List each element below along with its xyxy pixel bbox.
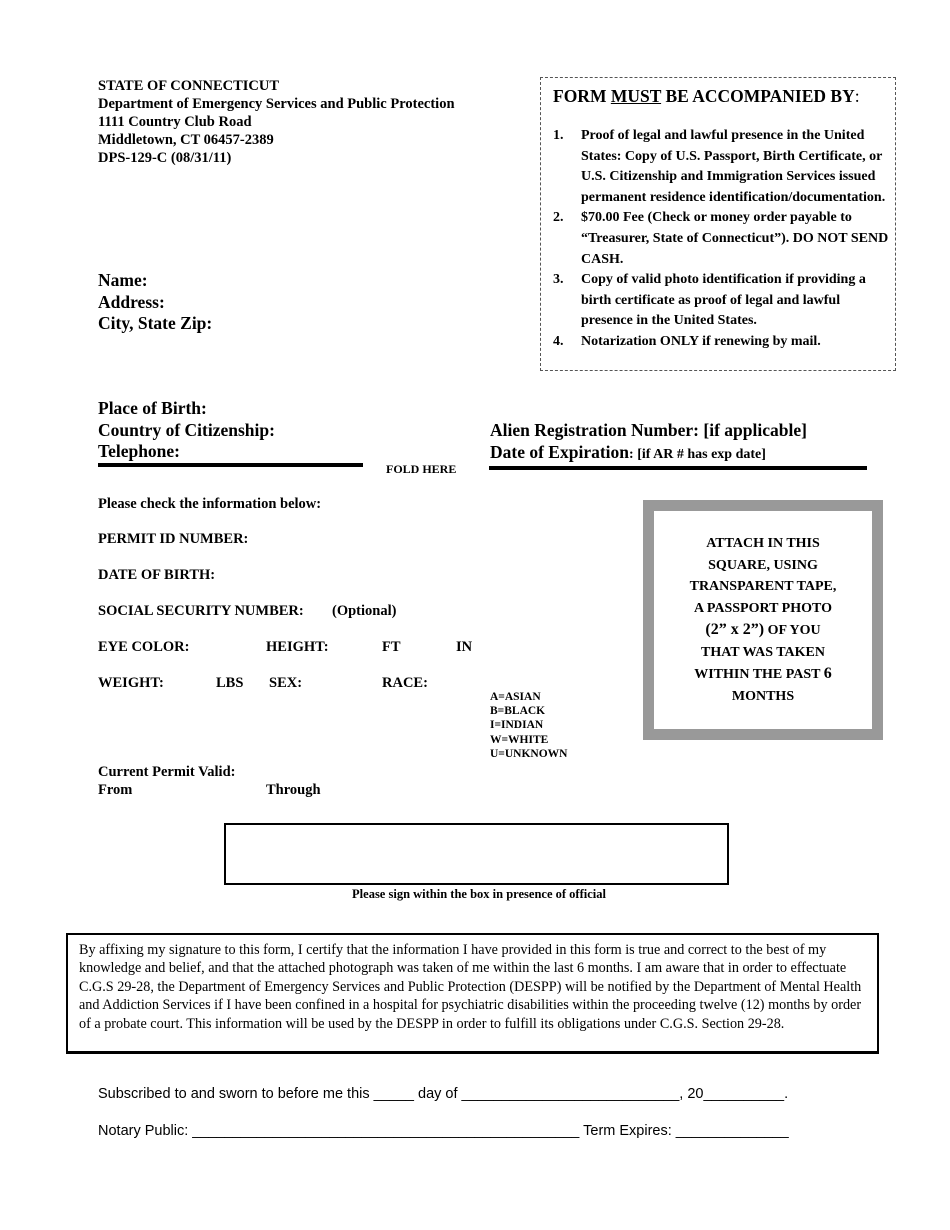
race-code: B=BLACK [490, 705, 546, 718]
eye-color-label: EYE COLOR: [98, 639, 190, 655]
feet-label: FT [382, 639, 401, 655]
ssn-optional: (Optional) [332, 603, 397, 619]
address-label: Address: [98, 291, 165, 312]
place-of-birth-label: Place of Birth: [98, 398, 207, 418]
right-divider [489, 466, 867, 470]
requirement-item [553, 270, 889, 332]
photo-text-prefix: WITHIN THE PAST [694, 667, 824, 682]
item-number: 3. [553, 272, 564, 288]
form-id: DPS-129-C (08/31/11) [98, 150, 232, 166]
item-number: 2. [553, 210, 564, 226]
expiration-label: Date of Expiration [490, 441, 630, 462]
requirements-title [553, 86, 860, 107]
requirement-item [553, 208, 889, 270]
requirement-item [553, 332, 889, 353]
alien-registration-label: Alien Registration Number: [if applicable] [490, 420, 807, 440]
dob-label: DATE OF BIRTH: [98, 567, 216, 583]
check-heading: Please check the information below: [98, 496, 322, 512]
permit-id-label: PERMIT ID NUMBER: [98, 531, 249, 547]
title-suffix: BE ACCOMPANIED BY [661, 86, 855, 106]
expiration-line [490, 442, 807, 466]
sworn-line[interactable]: Subscribed to and sworn to before me this _____ day of ___________________________, 20__________. [98, 1086, 789, 1102]
agency-header [98, 77, 455, 167]
title-emphasis: MUST [610, 86, 662, 106]
state-name: STATE OF CONNECTICUT [98, 78, 280, 94]
photo-months-line [690, 663, 837, 686]
title-colon: : [854, 86, 860, 106]
certification-box [66, 933, 879, 1054]
telephone-label: Telephone: [98, 441, 181, 461]
left-divider [98, 463, 363, 467]
race-codes [490, 690, 567, 761]
item-text: Copy of valid photo identification if providing a birth certificate as proof of legal and lawful presence in the United States. [581, 272, 866, 329]
photo-size: (2” x 2”) [705, 621, 765, 638]
department-name: Department of Emergency Services and Public Protection [98, 96, 455, 112]
photo-attach-box[interactable] [643, 500, 883, 740]
race-code: I=INDIAN [490, 719, 544, 732]
photo-text-line: ATTACH IN THIS [706, 536, 820, 551]
requirements-box [540, 77, 896, 371]
citizenship-label: Country of Citizenship: [98, 419, 275, 440]
height-label: HEIGHT: [266, 639, 329, 655]
fold-here-label: FOLD HERE [386, 462, 457, 476]
item-text: Proof of legal and lawful presence in the United States: Copy of U.S. Passport, Birth Certificate, or U.S. Citizenship and Immigration Services issued permanent residence identification/documentation. [581, 128, 886, 205]
inches-label: IN [456, 639, 473, 655]
item-text: Notarization ONLY if renewing by mail. [581, 333, 821, 349]
city-address: Middletown, CT 06457-2389 [98, 132, 274, 148]
ssn-label: SOCIAL SECURITY NUMBER: [98, 603, 304, 619]
street-address: 1111 Country Club Road [98, 114, 252, 130]
title-prefix: FORM [553, 86, 611, 106]
item-number: 1. [553, 128, 564, 143]
notary-line[interactable]: Notary Public: ________________________________________________ Term Expires: ______________ [98, 1123, 789, 1139]
photo-text-line: A PASSPORT PHOTO [694, 600, 832, 616]
photo-text-line: MONTHS [731, 688, 795, 704]
race-code: W=WHITE [490, 733, 549, 746]
race-code: U=UNKNOWN [490, 747, 568, 760]
photo-text-line: TRANSPARENT TAPE, [689, 579, 837, 594]
weight-label: WEIGHT: [98, 675, 164, 691]
permit-valid-label: Current Permit Valid: [98, 764, 236, 780]
photo-text-line: THAT WAS TAKEN [701, 644, 825, 660]
photo-months-number: 6 [823, 665, 832, 682]
item-text: $70.00 Fee (Check or money order payable to “Treasurer, State of Connecticut”). DO NOT SEND CASH. [581, 210, 889, 267]
from-label: From [98, 782, 133, 798]
birth-citizenship-block [98, 398, 275, 463]
requirement-item [553, 126, 889, 208]
requirements-list [553, 126, 889, 353]
signature-caption: Please sign within the box in presence of official [352, 887, 606, 901]
name-label: Name: [98, 270, 148, 290]
photo-text-suffix: OF YOU [764, 623, 821, 638]
certification-text: By affixing my signature to this form, I certify that the information I have provided in this form is true and correct to the best of my knowledge and belief, and that the attached photograph was taken of me within the last 6 months. I am aware that in order to effectuate C.G.S 29-28, the Department of Emergency Services and Public Protection (DESPP) will be notified by the Department of Mental Health and Addiction Services if I have been confined in a hospital for psychiatric disabilities within the proceeding twelve (12) months by order of a probate court. This information will be used by the DESPP in order to fulfill its obligations under C.G.S. Section 29-28. [79, 942, 862, 1032]
signature-box[interactable] [224, 823, 729, 885]
race-code: A=ASIAN [490, 691, 541, 703]
sex-label: SEX: [269, 675, 303, 691]
photo-size-line [690, 619, 837, 642]
item-number: 4. [553, 333, 564, 349]
through-label: Through [266, 782, 321, 798]
alien-registration-block [490, 420, 807, 465]
photo-instructions [654, 511, 872, 729]
photo-text-line: SQUARE, USING [708, 557, 818, 573]
city-state-zip-label: City, State Zip: [98, 313, 213, 333]
lbs-label: LBS [216, 675, 244, 691]
expiration-note: : [if AR # has exp date] [629, 446, 766, 462]
applicant-address-block [98, 270, 212, 335]
race-label: RACE: [382, 675, 428, 691]
